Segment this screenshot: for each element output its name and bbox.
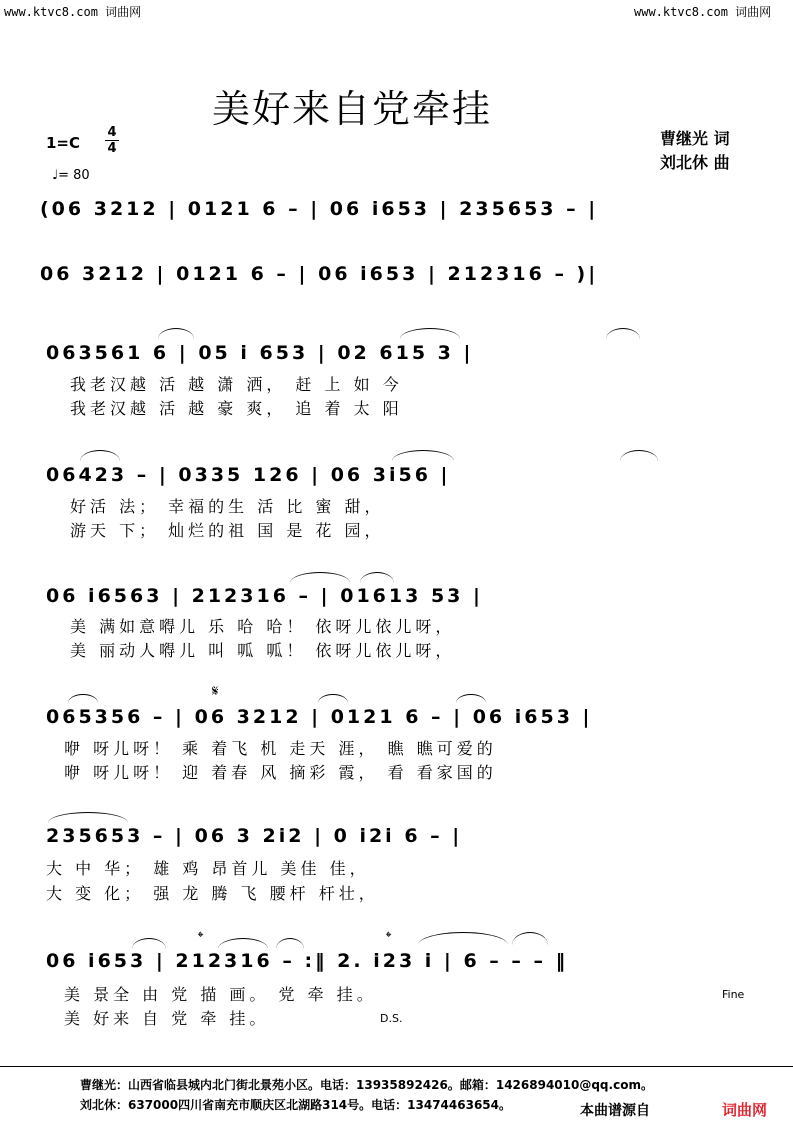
- slur: [400, 328, 460, 339]
- lyric-row-5-verse-1: 美 满如意嘚儿 乐 哈 哈！ 依呀儿依儿呀，: [70, 617, 456, 636]
- footer-site-logo[interactable]: 词曲网: [722, 1101, 768, 1119]
- slur: [276, 938, 304, 949]
- slur: [80, 450, 120, 461]
- watermark-left: www.ktvc8.com 词曲网: [4, 5, 142, 19]
- lyricist-credit: 曹继光 词: [660, 129, 730, 148]
- slur: [290, 572, 350, 583]
- slur: [132, 938, 166, 949]
- notation-row-4: 06423 – | 0335 126 | 06 3i56 |: [46, 464, 451, 486]
- lyric-row-4-verse-1: 好活 法； 幸福的生 活 比 蜜 甜，: [70, 497, 385, 516]
- notation-row-1: (06 3212 | 0121 6 – | 06 i653 | 235653 – |: [40, 198, 599, 220]
- slur: [512, 932, 548, 945]
- tempo-marking: ♩= 80: [52, 168, 90, 183]
- slur: [418, 932, 508, 945]
- footer-source-label: 本曲谱源自: [580, 1103, 650, 1119]
- lyric-row-6-verse-1: 咿 呀儿呀！ 乘 着飞 机 走天 涯， 瞧 瞧可爱的: [64, 739, 497, 758]
- slur: [318, 694, 348, 703]
- slur: [456, 694, 486, 703]
- time-signature: 4 4: [105, 126, 119, 155]
- lyric-row-3-verse-1: 我老汉越 活 越 潇 洒， 赶 上 如 今: [70, 375, 403, 394]
- lyric-row-5-verse-2: 美 丽动人嘚儿 叫 呱 呱！ 依呀儿依儿呀，: [70, 641, 456, 660]
- slur: [218, 938, 268, 949]
- coda-symbol-2: 𝄌: [386, 928, 392, 946]
- slur: [360, 572, 394, 583]
- segno-symbol: 𝄋: [212, 682, 219, 700]
- slur: [392, 450, 454, 461]
- notation-row-7: 235653 – | 06 3 2i2 | 0 i2i 6 – |: [46, 825, 463, 847]
- footer-contact-lyricist: 曹继光：山西省临县城内北门街北景苑小区。电话：13935892426。邮箱：1426894010@qq.com。: [80, 1078, 653, 1092]
- composer-credit: 刘北休 曲: [660, 153, 730, 172]
- lyric-row-8-verse-1: 美 景全 由 党 描 画。 党 牵 挂。: [64, 985, 377, 1004]
- slur: [606, 328, 640, 339]
- lyric-row-3-verse-2: 我老汉越 活 越 豪 爽， 追 着 太 阳: [70, 399, 403, 418]
- lyric-row-8-verse-2: 美 好来 自 党 牵 挂。: [64, 1009, 270, 1028]
- slur: [48, 812, 128, 823]
- song-title: 美好来自党牵挂: [212, 87, 493, 131]
- footer-divider: [0, 1066, 793, 1067]
- fine-marking: Fine: [722, 988, 745, 1001]
- footer-contact-composer: 刘北休：637000四川省南充市顺庆区北湖路314号。电话：13474463654。: [80, 1098, 511, 1112]
- slur: [620, 450, 658, 461]
- ds-marking: D.S.: [380, 1012, 403, 1025]
- lyric-row-6-verse-2: 咿 呀儿呀！ 迎 着春 风 摘彩 霞， 看 看家国的: [64, 763, 497, 782]
- key-signature: 1=C: [46, 134, 81, 152]
- lyric-row-4-verse-2: 游天 下； 灿烂的祖 国 是 花 园，: [70, 521, 385, 540]
- notation-row-6: 065356 – | 06 3212 | 0121 6 – | 06 i653 |: [46, 706, 593, 728]
- lyric-row-7-verse-2: 大 变 化； 强 龙 腾 飞 腰杆 杆壮，: [46, 884, 379, 903]
- slur: [158, 328, 194, 339]
- lyric-row-7-verse-1: 大 中 华； 雄 鸡 昂首儿 美佳 佳，: [46, 859, 370, 878]
- notation-row-5: 06 i6563 | 212316 – | 01613 53 |: [46, 585, 483, 607]
- coda-symbol-1: 𝄌: [198, 928, 204, 946]
- slur: [68, 694, 98, 703]
- notation-row-8: 06 i653 | 212316 – :‖ 2. i23 i | 6 – – – ‖: [46, 950, 569, 972]
- notation-row-3: 063561 6 | 05 i 653 | 02 615 3 |: [46, 342, 474, 364]
- notation-row-2: 06 3212 | 0121 6 – | 06 i653 | 212316 – )|: [40, 263, 599, 285]
- watermark-right: www.ktvc8.com 词曲网: [634, 5, 772, 19]
